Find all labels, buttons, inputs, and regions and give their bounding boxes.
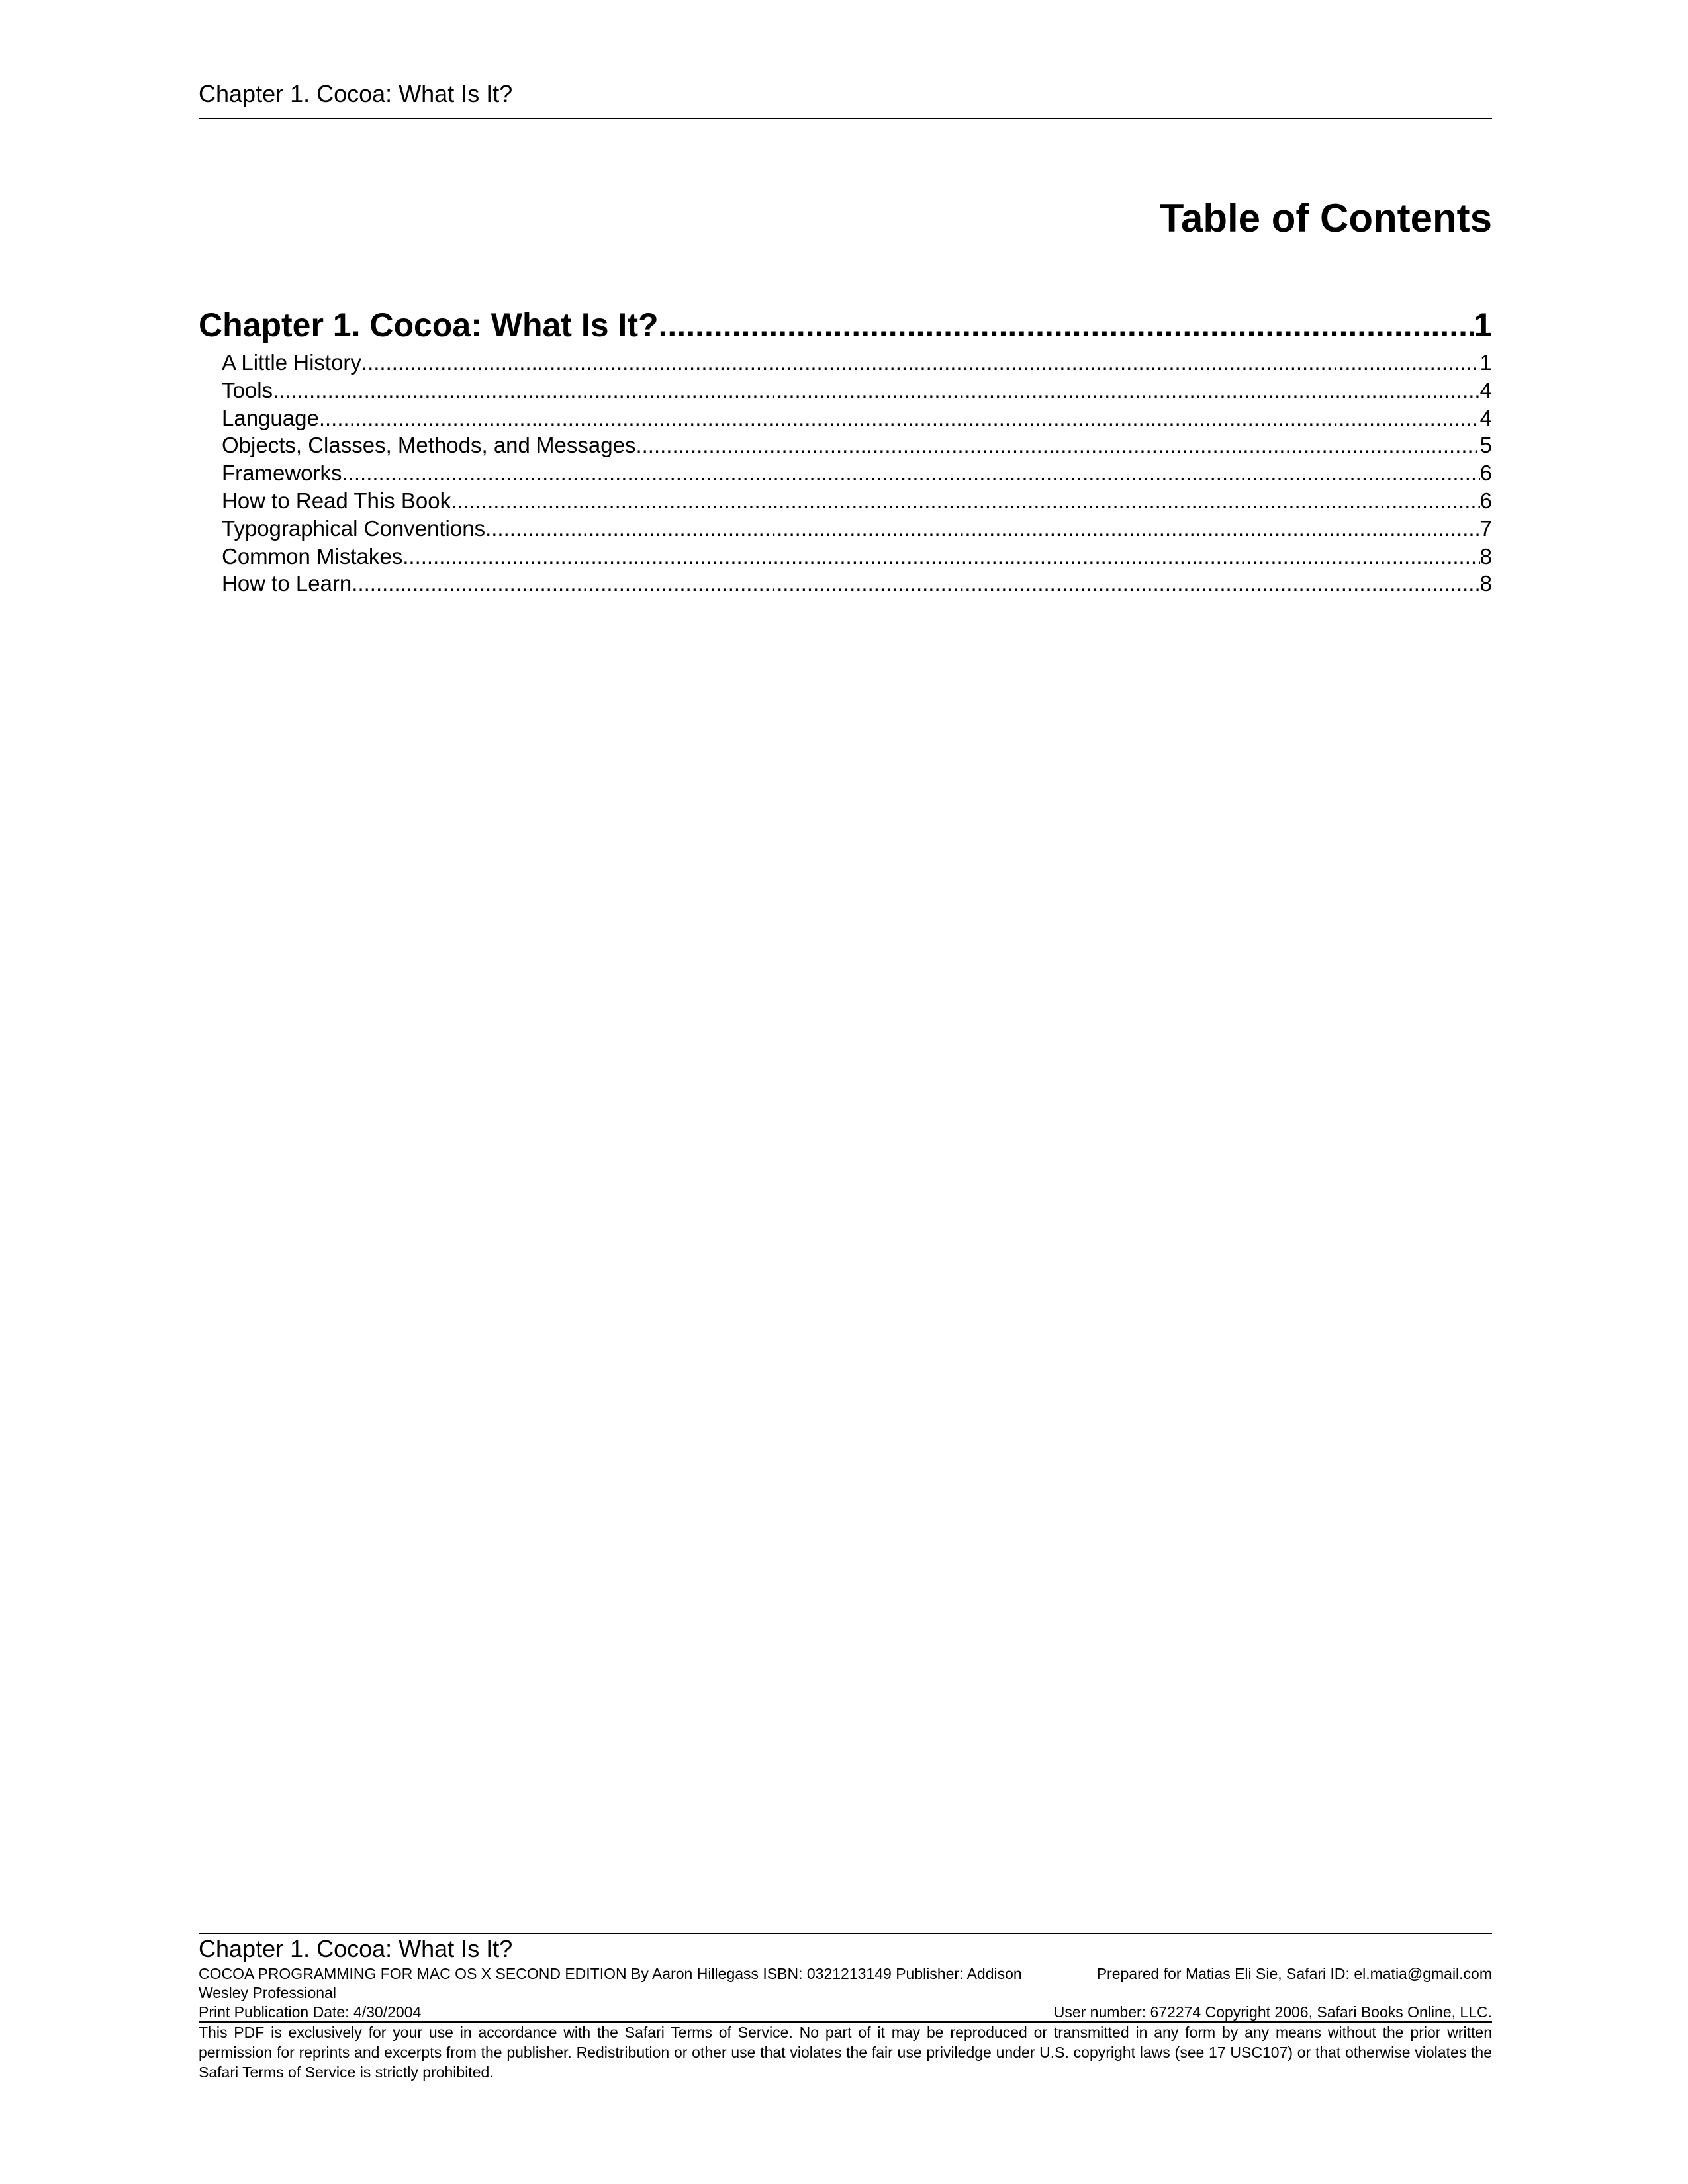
footer-publication-row xyxy=(199,2003,1492,2023)
toc-section-entry[interactable] xyxy=(199,349,1492,377)
toc-section-entry[interactable] xyxy=(199,432,1492,459)
page-footer xyxy=(199,1933,1492,2082)
toc-dot-leader xyxy=(352,570,1479,598)
toc-section-label: Tools xyxy=(222,377,273,404)
footer-chapter-title: Chapter 1. Cocoa: What Is It? xyxy=(199,1935,513,1962)
toc-section-label: A Little History xyxy=(222,349,361,377)
toc-dot-leader xyxy=(451,487,1480,515)
table-of-contents xyxy=(199,301,1492,598)
toc-section-page: 5 xyxy=(1480,432,1492,459)
footer-meta xyxy=(199,1964,1492,2003)
toc-section-page: 8 xyxy=(1480,570,1492,598)
toc-dot-leader xyxy=(342,459,1480,487)
footer-legal-notice: This PDF is exclusively for your use in accordance with the Safari Terms of Service. No part of it may be reproduced or transmitted in any form by any means without the prior written permission for reprints and excerpts from the publisher. Redistribution or other use that violates the fair use priviledge under U.S. copyright laws (see 17 USC107) or that otherwise violates the Safari Terms of Service is strictly prohibited. xyxy=(199,2024,1492,2081)
toc-section-entry[interactable] xyxy=(199,543,1492,570)
toc-section-entry[interactable] xyxy=(199,570,1492,598)
toc-section-label: How to Read This Book xyxy=(222,487,451,515)
toc-section-entry[interactable] xyxy=(199,459,1492,487)
toc-section-page: 4 xyxy=(1480,377,1492,404)
toc-chapter-entry[interactable] xyxy=(199,301,1492,349)
toc-section-label: Common Mistakes xyxy=(222,543,402,570)
toc-section-page: 6 xyxy=(1480,459,1492,487)
toc-section-page: 7 xyxy=(1480,515,1492,543)
toc-section-entry[interactable] xyxy=(199,404,1492,432)
toc-section-label: Frameworks xyxy=(222,459,342,487)
footer-prepared-for: Prepared for Matias Eli Sie, Safari ID: el.matia@gmail.com xyxy=(1096,1965,1492,1982)
toc-section-label: Typographical Conventions xyxy=(222,515,485,543)
toc-dot-leader xyxy=(635,432,1479,459)
toc-chapter-page: 1 xyxy=(1474,301,1492,349)
toc-section-label: Language xyxy=(222,404,319,432)
page-title: Table of Contents xyxy=(1159,196,1492,240)
toc-section-entry[interactable] xyxy=(199,515,1492,543)
toc-dot-leader xyxy=(273,377,1480,404)
toc-section-entry[interactable] xyxy=(199,377,1492,404)
toc-section-entry[interactable] xyxy=(199,487,1492,515)
running-header xyxy=(199,78,1492,119)
toc-section-page: 4 xyxy=(1480,404,1492,432)
toc-section-label: Objects, Classes, Methods, and Messages xyxy=(222,432,635,459)
footer-print-date: Print Publication Date: 4/30/2004 xyxy=(199,2003,422,2021)
toc-dot-leader xyxy=(402,543,1479,570)
toc-dot-leader xyxy=(485,515,1480,543)
footer-user-copyright: User number: 672274 Copyright 2006, Safari Books Online, LLC. xyxy=(1053,2003,1492,2021)
running-header-title: Chapter 1. Cocoa: What Is It? xyxy=(199,80,513,107)
toc-dot-leader xyxy=(319,404,1480,432)
toc-dot-leader xyxy=(361,349,1480,377)
toc-section-label: How to Learn xyxy=(222,570,352,598)
footer-book-info: COCOA PROGRAMMING FOR MAC OS X SECOND EDITION By Aaron Hillegass ISBN: 0321213149 Publisher: Addison Wesley Professional xyxy=(199,1965,1022,2001)
toc-chapter-label: Chapter 1. Cocoa: What Is It? xyxy=(199,301,659,349)
toc-section-page: 6 xyxy=(1480,487,1492,515)
toc-section-page: 8 xyxy=(1480,543,1492,570)
toc-section-page: 1 xyxy=(1480,349,1492,377)
toc-dot-leader xyxy=(659,301,1474,349)
